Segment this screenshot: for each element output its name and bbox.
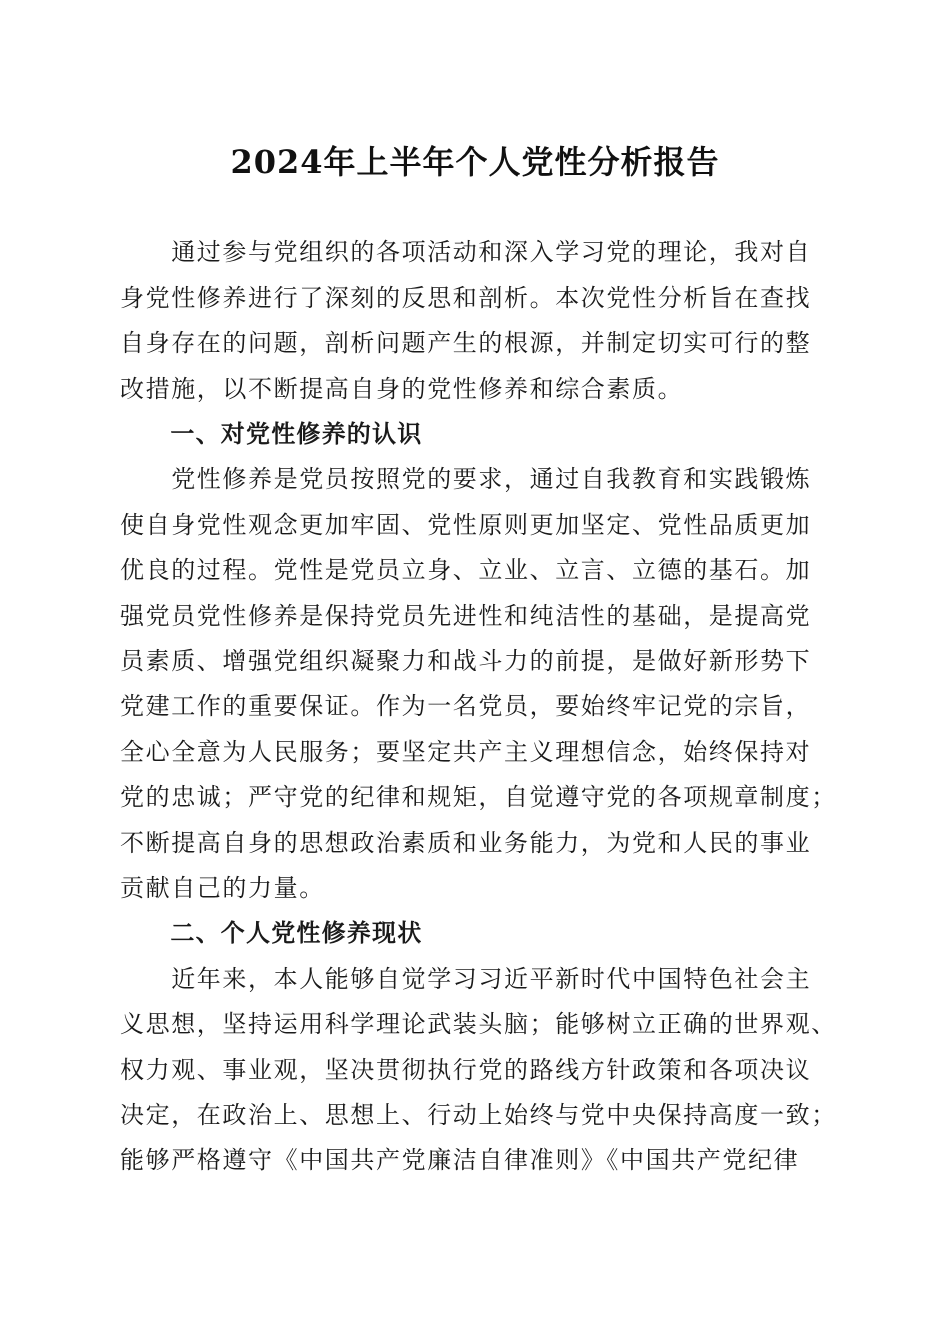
paragraph-line: 贡献自己的力量。: [120, 874, 325, 902]
paragraph-line: 身党性修养进行了深刻的反思和剖析。本次党性分析旨在查找: [120, 284, 812, 312]
paragraph-line: 自身存在的问题，剖析问题产生的根源，并制定切实可行的整: [120, 329, 812, 357]
paragraph-line: 全心全意为人民服务；要坚定共产主义理想信念，始终保持对: [120, 738, 812, 766]
paragraph-line: 员素质、增强党组织凝聚力和战斗力的前提，是做好新形势下: [120, 647, 812, 675]
section-heading: 二、个人党性修养现状: [120, 919, 423, 947]
paragraph-line: 近年来，本人能够自觉学习习近平新时代中国特色社会主: [120, 965, 812, 993]
paragraph-line: 不断提高自身的思想政治素质和业务能力，为党和人民的事业: [120, 829, 812, 857]
paragraph-line: 通过参与党组织的各项活动和深入学习党的理论，我对自: [120, 238, 812, 266]
paragraph-line: 强党员党性修养是保持党员先进性和纯洁性的基础，是提高党: [120, 602, 812, 630]
document-title: 2024年上半年个人党性分析报告: [230, 143, 720, 181]
paragraph-line: 党建工作的重要保证。作为一名党员，要始终牢记党的宗旨，: [120, 692, 812, 720]
paragraph-line: 改措施，以不断提高自身的党性修养和综合素质。: [120, 375, 684, 403]
paragraph-line: 党的忠诚；严守党的纪律和规矩，自觉遵守党的各项规章制度；: [120, 783, 837, 811]
paragraph-line: 义思想，坚持运用科学理论武装头脑；能够树立正确的世界观、: [120, 1010, 837, 1038]
paragraph-line: 决定，在政治上、思想上、行动上始终与党中央保持高度一致；: [120, 1101, 837, 1129]
paragraph-line: 党性修养是党员按照党的要求，通过自我教育和实践锻炼: [120, 465, 812, 493]
section-heading: 一、对党性修养的认识: [120, 420, 423, 448]
paragraph-line: 使自身党性观念更加牢固、党性原则更加坚定、党性品质更加: [120, 511, 812, 539]
paragraph-line: 能够严格遵守《中国共产党廉洁自律准则》《中国共产党纪律: [120, 1146, 800, 1174]
paragraph-line: 优良的过程。党性是党员立身、立业、立言、立德的基石。加: [120, 556, 812, 584]
paragraph-line: 权力观、事业观，坚决贯彻执行党的路线方针政策和各项决议: [120, 1056, 812, 1084]
